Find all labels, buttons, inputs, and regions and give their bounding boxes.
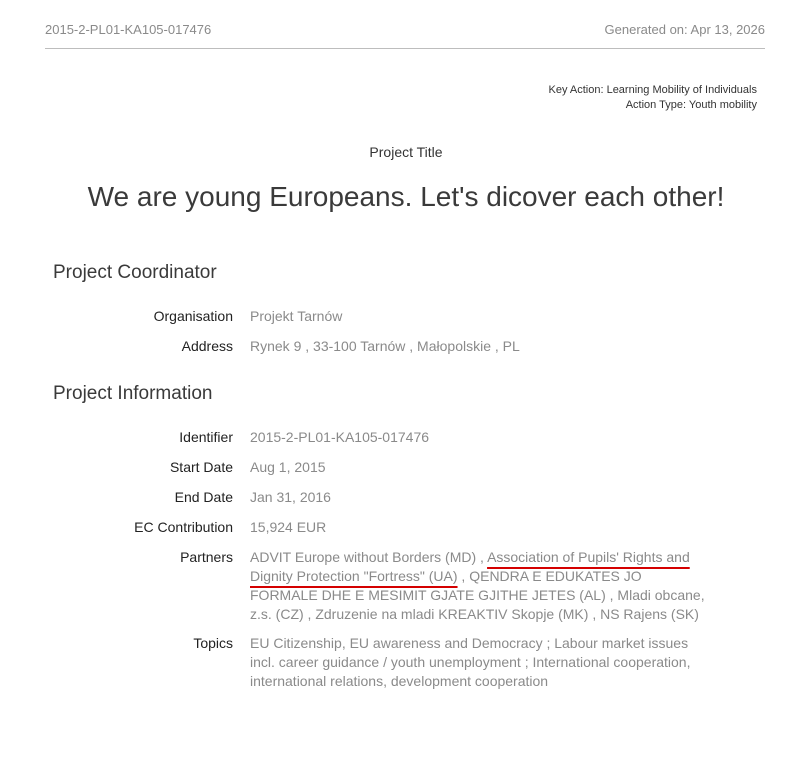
topics-value: EU Citizenship, EU awareness and Democracy ; Labour market issues incl. career guidance / youth unemployment ; International cooperation, international relations, development cooperation [250, 635, 691, 689]
action-type: Action Type: Youth mobility [625, 99, 757, 111]
organisation-value: Projekt Tarnów [250, 308, 343, 324]
start-date-label: Start Date [169, 459, 233, 475]
ec-contribution-label: EC Contribution [134, 519, 233, 535]
end-date-label: End Date [174, 489, 233, 505]
partners-highlighted: Association of Pupils' Rights and Dignity Protection "Fortress" (UA) [250, 549, 690, 584]
partners-value [250, 548, 710, 624]
identifier-label: Identifier [179, 429, 233, 445]
identifier-value: 2015-2-PL01-KA105-017476 [250, 429, 430, 445]
partners-text-pre: ADVIT Europe without Borders (MD) , [250, 549, 488, 565]
address-value: Rynek 9 , 33-100 Tarnów , Małopolskie , PL [250, 338, 520, 354]
project-title-label: Project Title [369, 144, 443, 160]
ec-contribution-value: 15,924 EUR [250, 519, 327, 535]
end-date-value: Jan 31, 2016 [250, 489, 331, 505]
header-divider [45, 48, 765, 49]
partners-label: Partners [180, 549, 233, 565]
topics-label: Topics [193, 635, 233, 651]
coordinator-heading: Project Coordinator [53, 262, 217, 283]
project-info-heading: Project Information [53, 383, 213, 404]
header-identifier: 2015-2-PL01-KA105-017476 [45, 22, 212, 37]
organisation-label: Organisation [153, 308, 233, 324]
partners-text-post: , QENDRA E EDUKATES JO FORMALE DHE E MESIMIT GJATE GJITHE JETES (AL) , Mladi obcane, z.s. (CZ) , Zdruzenie na mladi KREAKTIV Skopje (MK) , NS Rajens (SK) [250, 568, 705, 622]
project-title: We are young Europeans. Let's dicover each other! [87, 181, 725, 212]
start-date-value: Aug 1, 2015 [250, 459, 326, 475]
generated-date: Generated on: Apr 13, 2026 [604, 22, 765, 37]
action-info [548, 83, 757, 113]
key-action: Key Action: Learning Mobility of Individuals [548, 84, 757, 96]
address-label: Address [181, 338, 233, 354]
